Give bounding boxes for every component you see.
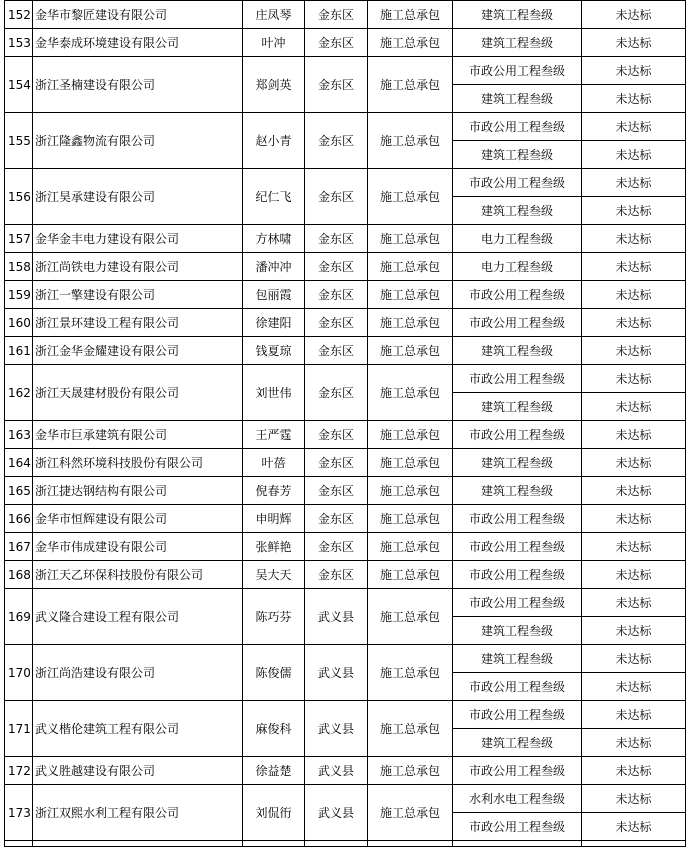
qualification-level: 市政公用工程叁级 [453,309,582,337]
status: 未达标 [582,309,686,337]
qualification-type: 施工总承包 [368,701,453,757]
qualification-table [4,0,686,847]
district: 武义县 [305,785,368,841]
person-name: 钱夏琼 [243,337,305,365]
district: 金东区 [305,561,368,589]
person-name: 郑剑英 [243,57,305,113]
district: 武义县 [305,589,368,645]
qualification-level: 建筑工程叁级 [453,477,582,505]
company-name: 浙江天乙环保科技股份有限公司 [33,561,243,589]
company-name: 浙江圣楠建设有限公司 [33,57,243,113]
row-number: 154 [5,57,33,113]
district: 金东区 [305,225,368,253]
status: 未达标 [582,533,686,561]
table-body [5,1,686,847]
person-name: 纪仁飞 [243,169,305,225]
qualification-level: 建筑工程叁级 [453,729,582,757]
qualification-level: 建筑工程叁级 [453,449,582,477]
status: 未达标 [582,85,686,113]
table-row [5,533,686,561]
person-name: 吴大天 [243,561,305,589]
table-row [5,29,686,57]
district: 金东区 [305,421,368,449]
district: 金东区 [305,477,368,505]
status: 未达标 [582,169,686,197]
qualification-level: 市政公用工程叁级 [453,561,582,589]
qualification-type: 施工总承包 [368,533,453,561]
status: 未达标 [582,701,686,729]
company-name: 武义楷伦建筑工程有限公司 [33,701,243,757]
person-name: 叶蓓 [243,449,305,477]
company-name: 浙江金华金耀建设有限公司 [33,337,243,365]
qualification-type: 施工总承包 [368,449,453,477]
person-name: 陈俊儒 [243,645,305,701]
qualification-type: 施工总承包 [368,365,453,421]
status: 未达标 [582,617,686,645]
qualification-level: 建筑工程叁级 [453,393,582,421]
person-name: 徐益楚 [243,757,305,785]
table-row [5,225,686,253]
row-number: 161 [5,337,33,365]
qualification-level: 市政公用工程叁级 [453,169,582,197]
company-name: 浙江双熙水利工程有限公司 [33,785,243,841]
qualification-level: 建筑工程叁级 [453,645,582,673]
qualification-type: 施工总承包 [368,477,453,505]
table-row [5,421,686,449]
row-number: 164 [5,449,33,477]
person-name: 刘世伟 [243,365,305,421]
qualification-level: 市政公用工程叁级 [453,281,582,309]
row-number: 171 [5,701,33,757]
person-name: 庄凤琴 [243,1,305,29]
row-number: 165 [5,477,33,505]
status: 未达标 [582,477,686,505]
partial-cell [5,841,33,847]
status: 未达标 [582,141,686,169]
company-name: 浙江天晟建材股份有限公司 [33,365,243,421]
qualification-type: 施工总承包 [368,309,453,337]
row-number: 169 [5,589,33,645]
status: 未达标 [582,337,686,365]
qualification-type: 施工总承包 [368,645,453,701]
district: 金东区 [305,1,368,29]
qualification-level: 建筑工程叁级 [453,29,582,57]
table-row [5,169,686,197]
table-row [5,701,686,729]
company-name: 浙江尚浩建设有限公司 [33,645,243,701]
status: 未达标 [582,757,686,785]
table-row [5,589,686,617]
row-number: 153 [5,29,33,57]
district: 武义县 [305,757,368,785]
table-row [5,1,686,29]
qualification-level: 市政公用工程叁级 [453,701,582,729]
qualification-level: 市政公用工程叁级 [453,813,582,841]
qualification-type: 施工总承包 [368,281,453,309]
table-row [5,253,686,281]
person-name: 张鲜艳 [243,533,305,561]
qualification-level: 建筑工程叁级 [453,141,582,169]
table-row [5,785,686,813]
company-name: 金华市巨承建筑有限公司 [33,421,243,449]
row-number: 173 [5,785,33,841]
district: 金东区 [305,309,368,337]
qualification-type: 施工总承包 [368,57,453,113]
qualification-level: 市政公用工程叁级 [453,533,582,561]
table-row [5,505,686,533]
qualification-level: 市政公用工程叁级 [453,757,582,785]
company-name: 浙江景环建设工程有限公司 [33,309,243,337]
status: 未达标 [582,393,686,421]
person-name: 潘冲冲 [243,253,305,281]
qualification-type: 施工总承包 [368,505,453,533]
qualification-level: 建筑工程叁级 [453,337,582,365]
person-name: 麻俊科 [243,701,305,757]
row-number: 158 [5,253,33,281]
status: 未达标 [582,197,686,225]
row-number: 162 [5,365,33,421]
company-name: 金华泰成环境建设有限公司 [33,29,243,57]
district: 武义县 [305,701,368,757]
qualification-type: 施工总承包 [368,225,453,253]
table-row [5,57,686,85]
table-row [5,337,686,365]
status: 未达标 [582,729,686,757]
company-name: 金华市黎匠建设有限公司 [33,1,243,29]
status: 未达标 [582,57,686,85]
row-number: 159 [5,281,33,309]
status: 未达标 [582,813,686,841]
row-number: 155 [5,113,33,169]
qualification-type: 施工总承包 [368,589,453,645]
table-row [5,365,686,393]
qualification-type: 施工总承包 [368,561,453,589]
qualification-level: 市政公用工程叁级 [453,673,582,701]
row-number: 168 [5,561,33,589]
person-name: 刘侃衎 [243,785,305,841]
row-number: 156 [5,169,33,225]
status: 未达标 [582,589,686,617]
qualification-type: 施工总承包 [368,757,453,785]
status: 未达标 [582,253,686,281]
district: 武义县 [305,645,368,701]
company-name: 浙江隆鑫物流有限公司 [33,113,243,169]
person-name: 叶冲 [243,29,305,57]
qualification-level: 市政公用工程叁级 [453,421,582,449]
qualification-type: 施工总承包 [368,785,453,841]
qualification-type: 施工总承包 [368,1,453,29]
row-number: 167 [5,533,33,561]
qualification-type: 施工总承包 [368,169,453,225]
table-row-partial [5,841,686,847]
partial-cell [243,841,305,847]
district: 金东区 [305,29,368,57]
person-name: 陈巧芬 [243,589,305,645]
district: 金东区 [305,505,368,533]
district: 金东区 [305,533,368,561]
company-name: 浙江昊承建设有限公司 [33,169,243,225]
district: 金东区 [305,57,368,113]
status: 未达标 [582,365,686,393]
row-number: 152 [5,1,33,29]
person-name: 申明辉 [243,505,305,533]
company-name: 浙江一擎建设有限公司 [33,281,243,309]
qualification-level: 市政公用工程叁级 [453,113,582,141]
status: 未达标 [582,113,686,141]
company-name: 金华金丰电力建设有限公司 [33,225,243,253]
partial-cell [368,841,453,847]
qualification-level: 电力工程叁级 [453,253,582,281]
district: 金东区 [305,365,368,421]
person-name: 徐建阳 [243,309,305,337]
district: 金东区 [305,253,368,281]
table-row [5,645,686,673]
partial-cell [453,841,582,847]
partial-cell [33,841,243,847]
qualification-type: 施工总承包 [368,337,453,365]
table-row [5,309,686,337]
company-name: 武义胜越建设有限公司 [33,757,243,785]
row-number: 172 [5,757,33,785]
company-name: 浙江捷达钢结构有限公司 [33,477,243,505]
qualification-level: 电力工程叁级 [453,225,582,253]
row-number: 170 [5,645,33,701]
person-name: 方林啸 [243,225,305,253]
status: 未达标 [582,281,686,309]
table-row [5,449,686,477]
person-name: 赵小青 [243,113,305,169]
qualification-level: 建筑工程叁级 [453,617,582,645]
table-row [5,281,686,309]
company-name: 浙江科然环境科技股份有限公司 [33,449,243,477]
district: 金东区 [305,113,368,169]
qualification-type: 施工总承包 [368,29,453,57]
status: 未达标 [582,673,686,701]
district: 金东区 [305,337,368,365]
qualification-level: 市政公用工程叁级 [453,589,582,617]
status: 未达标 [582,561,686,589]
person-name: 包丽霞 [243,281,305,309]
table-row [5,477,686,505]
qualification-level: 建筑工程叁级 [453,1,582,29]
company-name: 武义隆合建设工程有限公司 [33,589,243,645]
status: 未达标 [582,421,686,449]
person-name: 倪春芳 [243,477,305,505]
qualification-level: 市政公用工程叁级 [453,57,582,85]
qualification-level: 市政公用工程叁级 [453,365,582,393]
row-number: 157 [5,225,33,253]
company-name: 金华市恒辉建设有限公司 [33,505,243,533]
status: 未达标 [582,1,686,29]
status: 未达标 [582,785,686,813]
qualification-level: 水利水电工程叁级 [453,785,582,813]
row-number: 163 [5,421,33,449]
partial-cell [582,841,686,847]
table-row [5,113,686,141]
table-row [5,757,686,785]
person-name: 王严霆 [243,421,305,449]
table-row [5,561,686,589]
qualification-type: 施工总承包 [368,113,453,169]
company-name: 浙江尚铁电力建设有限公司 [33,253,243,281]
status: 未达标 [582,29,686,57]
status: 未达标 [582,505,686,533]
qualification-level: 市政公用工程叁级 [453,505,582,533]
qualification-type: 施工总承包 [368,253,453,281]
status: 未达标 [582,645,686,673]
row-number: 160 [5,309,33,337]
district: 金东区 [305,281,368,309]
row-number: 166 [5,505,33,533]
district: 金东区 [305,169,368,225]
qualification-type: 施工总承包 [368,421,453,449]
status: 未达标 [582,225,686,253]
qualification-level: 建筑工程叁级 [453,197,582,225]
district: 金东区 [305,449,368,477]
partial-cell [305,841,368,847]
qualification-level: 建筑工程叁级 [453,85,582,113]
status: 未达标 [582,449,686,477]
company-name: 金华市伟成建设有限公司 [33,533,243,561]
